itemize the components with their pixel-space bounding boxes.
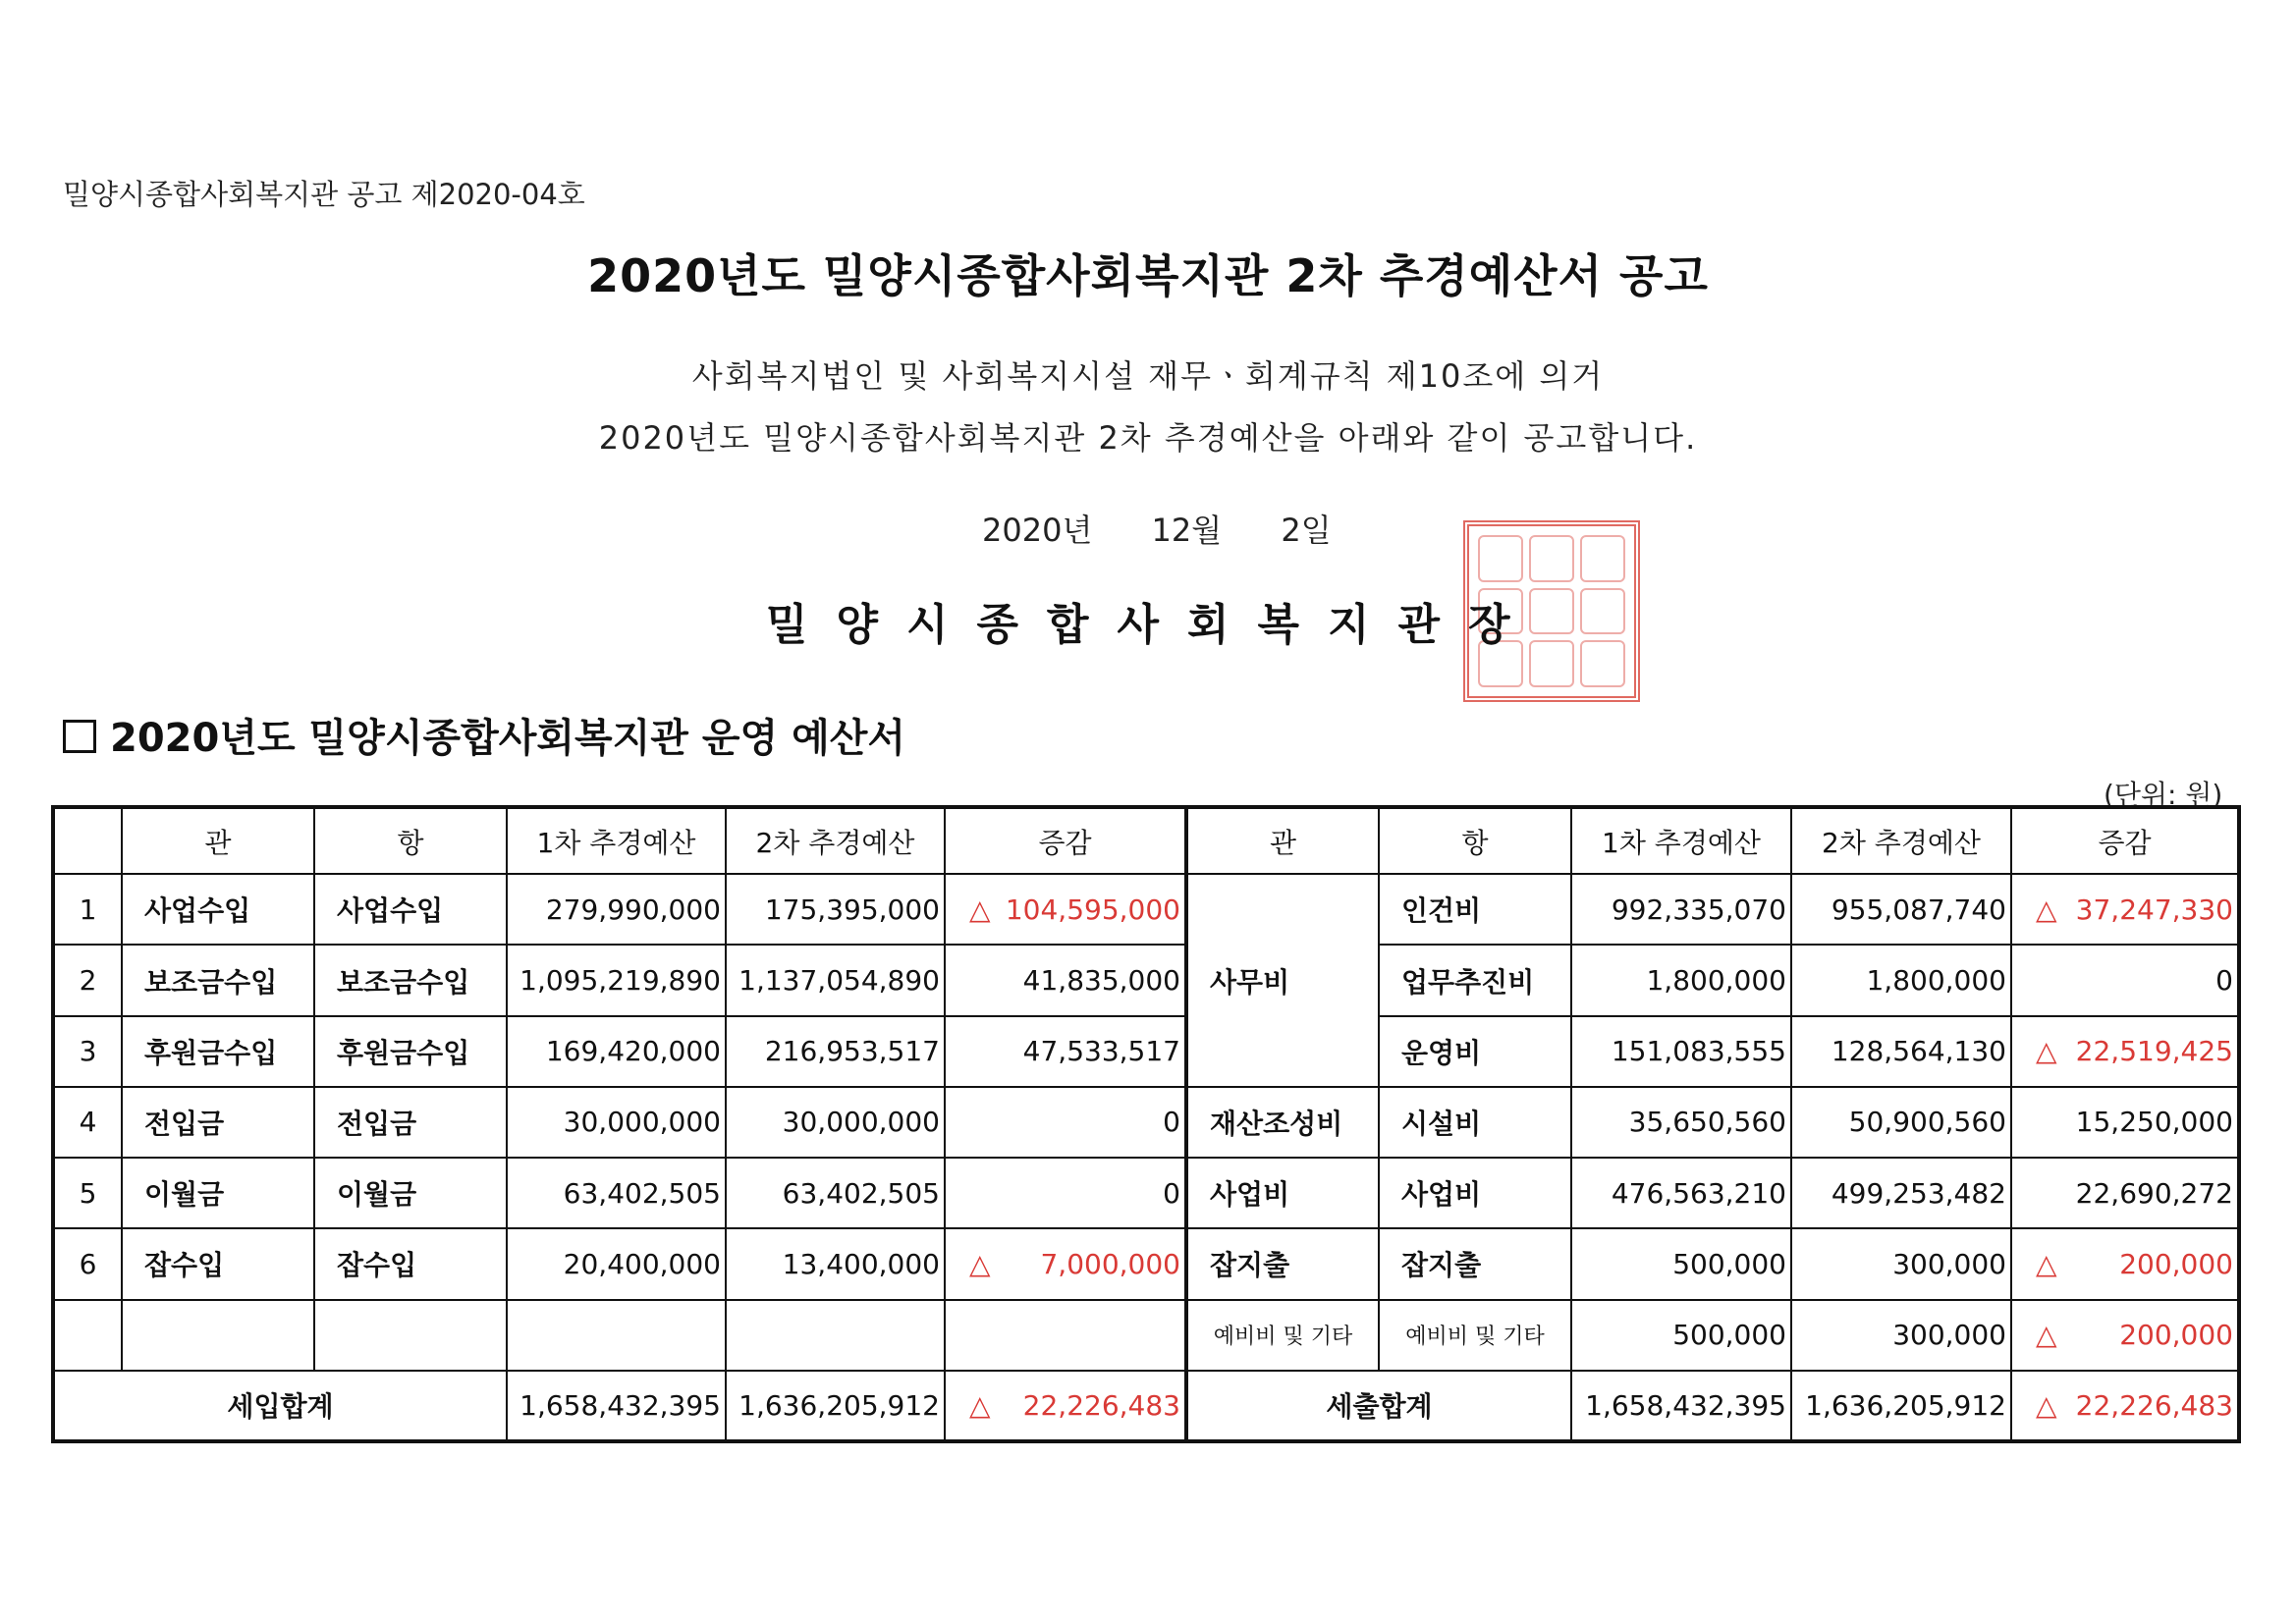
- section-title: [63, 707, 905, 763]
- table-row: [53, 1016, 2239, 1087]
- expense-first: 151,083,555: [1571, 1016, 1791, 1087]
- income-gwan: 보조금수입: [122, 945, 314, 1015]
- expense-first: 500,000: [1571, 1300, 1791, 1371]
- expense-gwan: 재산조성비: [1186, 1087, 1379, 1158]
- expense-total-label: 세출합계: [1186, 1371, 1571, 1441]
- income-gwan: 후원금수입: [122, 1016, 314, 1087]
- document-title: 2020년도 밀양시종합사회복지관 2차 추경예산서 공고: [587, 249, 1709, 302]
- delta-value: 7,000,000: [1040, 1247, 1180, 1280]
- notice-date: [982, 506, 1381, 551]
- expense-hang: 잡지출: [1379, 1228, 1571, 1299]
- expense-second: 499,253,482: [1791, 1158, 2011, 1228]
- expense-gwan: 예비비 및 기타: [1186, 1300, 1379, 1371]
- section-title-text: 2020년도 밀양시종합사회복지관 운영 예산서: [110, 716, 905, 761]
- expense-gwan: 사무비: [1186, 874, 1379, 1087]
- decrease-triangle-icon: △: [2036, 1319, 2057, 1352]
- expense-second: 300,000: [1791, 1300, 2011, 1371]
- income-delta: 47,533,517: [945, 1016, 1186, 1087]
- income-hang: 이월금: [314, 1158, 507, 1228]
- income-hang: 잡수입: [314, 1228, 507, 1299]
- checkbox-icon: [63, 720, 96, 753]
- income-gwan: 사업수입: [122, 874, 314, 945]
- intro-line-1: 사회복지법인 및 사회복지시설 재무ㆍ회계규칙 제10조에 의거: [691, 357, 1605, 395]
- expense-hang: 시설비: [1379, 1087, 1571, 1158]
- income-first: [507, 1300, 726, 1371]
- delta-value: 22,226,483: [1022, 1388, 1180, 1422]
- expense-hang: 사업비: [1379, 1158, 1571, 1228]
- income-delta: 0: [945, 1158, 1186, 1228]
- header-income-hang: 항: [314, 807, 507, 874]
- decrease-triangle-icon: △: [2036, 1247, 2057, 1280]
- budget-table: [51, 805, 2241, 1443]
- decrease-triangle-icon: △: [969, 1247, 991, 1280]
- row-index: 5: [53, 1158, 122, 1228]
- expense-first: 476,563,210: [1571, 1158, 1791, 1228]
- table-row: [53, 945, 2239, 1015]
- expense-delta: [2011, 1300, 2239, 1371]
- expense-delta: 15,250,000: [2011, 1087, 2239, 1158]
- expense-second: 1,800,000: [1791, 945, 2011, 1015]
- expense-first: 500,000: [1571, 1228, 1791, 1299]
- expense-hang: 업무추진비: [1379, 945, 1571, 1015]
- income-hang: 후원금수입: [314, 1016, 507, 1087]
- row-index: 1: [53, 874, 122, 945]
- income-gwan: [122, 1300, 314, 1371]
- decrease-triangle-icon: △: [969, 893, 991, 926]
- expense-second: 955,087,740: [1791, 874, 2011, 945]
- header-income-first: 1차 추경예산: [507, 807, 726, 874]
- row-index: 4: [53, 1087, 122, 1158]
- signer-name: 밀양시종합사회복지관장: [766, 600, 1539, 650]
- income-hang: 보조금수입: [314, 945, 507, 1015]
- decrease-triangle-icon: △: [2036, 1388, 2057, 1422]
- row-index: 3: [53, 1016, 122, 1087]
- income-first: 20,400,000: [507, 1228, 726, 1299]
- expense-total-first: 1,658,432,395: [1571, 1371, 1791, 1441]
- income-second: [726, 1300, 945, 1371]
- date-year: 2020년: [982, 512, 1093, 549]
- expense-second: 128,564,130: [1791, 1016, 2011, 1087]
- decrease-triangle-icon: △: [2036, 893, 2057, 926]
- income-gwan: 잡수입: [122, 1228, 314, 1299]
- delta-value: 104,595,000: [1005, 893, 1180, 926]
- expense-gwan: 사업비: [1186, 1158, 1379, 1228]
- delta-value: 200,000: [2119, 1319, 2233, 1352]
- income-first: 169,420,000: [507, 1016, 726, 1087]
- income-hang: 사업수입: [314, 874, 507, 945]
- row-index: [53, 1300, 122, 1371]
- income-second: 1,137,054,890: [726, 945, 945, 1015]
- income-total-label: 세입합계: [53, 1371, 507, 1441]
- table-body: [53, 874, 2239, 1441]
- expense-second: 300,000: [1791, 1228, 2011, 1299]
- income-second: 216,953,517: [726, 1016, 945, 1087]
- income-delta: 0: [945, 1087, 1186, 1158]
- income-second: 13,400,000: [726, 1228, 945, 1299]
- income-hang: [314, 1300, 507, 1371]
- income-gwan: 이월금: [122, 1158, 314, 1228]
- expense-delta: 0: [2011, 945, 2239, 1015]
- expense-hang: 운영비: [1379, 1016, 1571, 1087]
- income-hang: 전입금: [314, 1087, 507, 1158]
- delta-value: 200,000: [2119, 1247, 2233, 1280]
- expense-hang: 예비비 및 기타: [1379, 1300, 1571, 1371]
- expense-total-second: 1,636,205,912: [1791, 1371, 2011, 1441]
- delta-value: 22,519,425: [2075, 1035, 2233, 1068]
- decrease-triangle-icon: △: [969, 1388, 991, 1422]
- table-row: [53, 1300, 2239, 1371]
- header-expense-hang: 항: [1379, 807, 1571, 874]
- header-expense-second: 2차 추경예산: [1791, 807, 2011, 874]
- expense-delta: [2011, 874, 2239, 945]
- header-income-second: 2차 추경예산: [726, 807, 945, 874]
- expense-delta: [2011, 1016, 2239, 1087]
- expense-second: 50,900,560: [1791, 1087, 2011, 1158]
- income-first: 30,000,000: [507, 1087, 726, 1158]
- income-first: 1,095,219,890: [507, 945, 726, 1015]
- income-total-first: 1,658,432,395: [507, 1371, 726, 1441]
- notice-number: 밀양시종합사회복지관 공고 제2020-04호: [63, 178, 585, 211]
- table-row: [53, 874, 2239, 945]
- header-income-delta: 증감: [945, 807, 1186, 874]
- expense-hang: 인건비: [1379, 874, 1571, 945]
- income-second: 63,402,505: [726, 1158, 945, 1228]
- income-delta: [945, 1300, 1186, 1371]
- expense-delta: [2011, 1228, 2239, 1299]
- expense-first: 992,335,070: [1571, 874, 1791, 945]
- delta-value: 37,247,330: [2075, 893, 2233, 926]
- expense-first: 35,650,560: [1571, 1087, 1791, 1158]
- expense-gwan: 잡지출: [1186, 1228, 1379, 1299]
- total-row: [53, 1371, 2239, 1441]
- date-month: 12월: [1151, 512, 1223, 549]
- income-delta: [945, 874, 1186, 945]
- header-expense-gwan: 관: [1186, 807, 1379, 874]
- expense-total-delta: [2011, 1371, 2239, 1441]
- table-header-row: [53, 807, 2239, 874]
- decrease-triangle-icon: △: [2036, 1035, 2057, 1068]
- header-index: [53, 807, 122, 874]
- delta-value: 22,226,483: [2075, 1388, 2233, 1422]
- table-row: [53, 1158, 2239, 1228]
- expense-delta: 22,690,272: [2011, 1158, 2239, 1228]
- row-index: 6: [53, 1228, 122, 1299]
- income-delta: [945, 1228, 1186, 1299]
- expense-first: 1,800,000: [1571, 945, 1791, 1015]
- header-expense-first: 1차 추경예산: [1571, 807, 1791, 874]
- income-first: 63,402,505: [507, 1158, 726, 1228]
- intro-line-2: 2020년도 밀양시종합사회복지관 2차 추경예산을 아래와 같이 공고합니다.: [598, 419, 1698, 457]
- table-row: [53, 1087, 2239, 1158]
- unit-label: (단위: 원): [2104, 779, 2223, 811]
- row-index: 2: [53, 945, 122, 1015]
- date-day: 2일: [1281, 512, 1332, 549]
- income-gwan: 전입금: [122, 1087, 314, 1158]
- header-expense-delta: 증감: [2011, 807, 2239, 874]
- income-first: 279,990,000: [507, 874, 726, 945]
- table-row: [53, 1228, 2239, 1299]
- header-income-gwan: 관: [122, 807, 314, 874]
- income-delta: 41,835,000: [945, 945, 1186, 1015]
- income-second: 175,395,000: [726, 874, 945, 945]
- income-total-delta: [945, 1371, 1186, 1441]
- income-second: 30,000,000: [726, 1087, 945, 1158]
- income-total-second: 1,636,205,912: [726, 1371, 945, 1441]
